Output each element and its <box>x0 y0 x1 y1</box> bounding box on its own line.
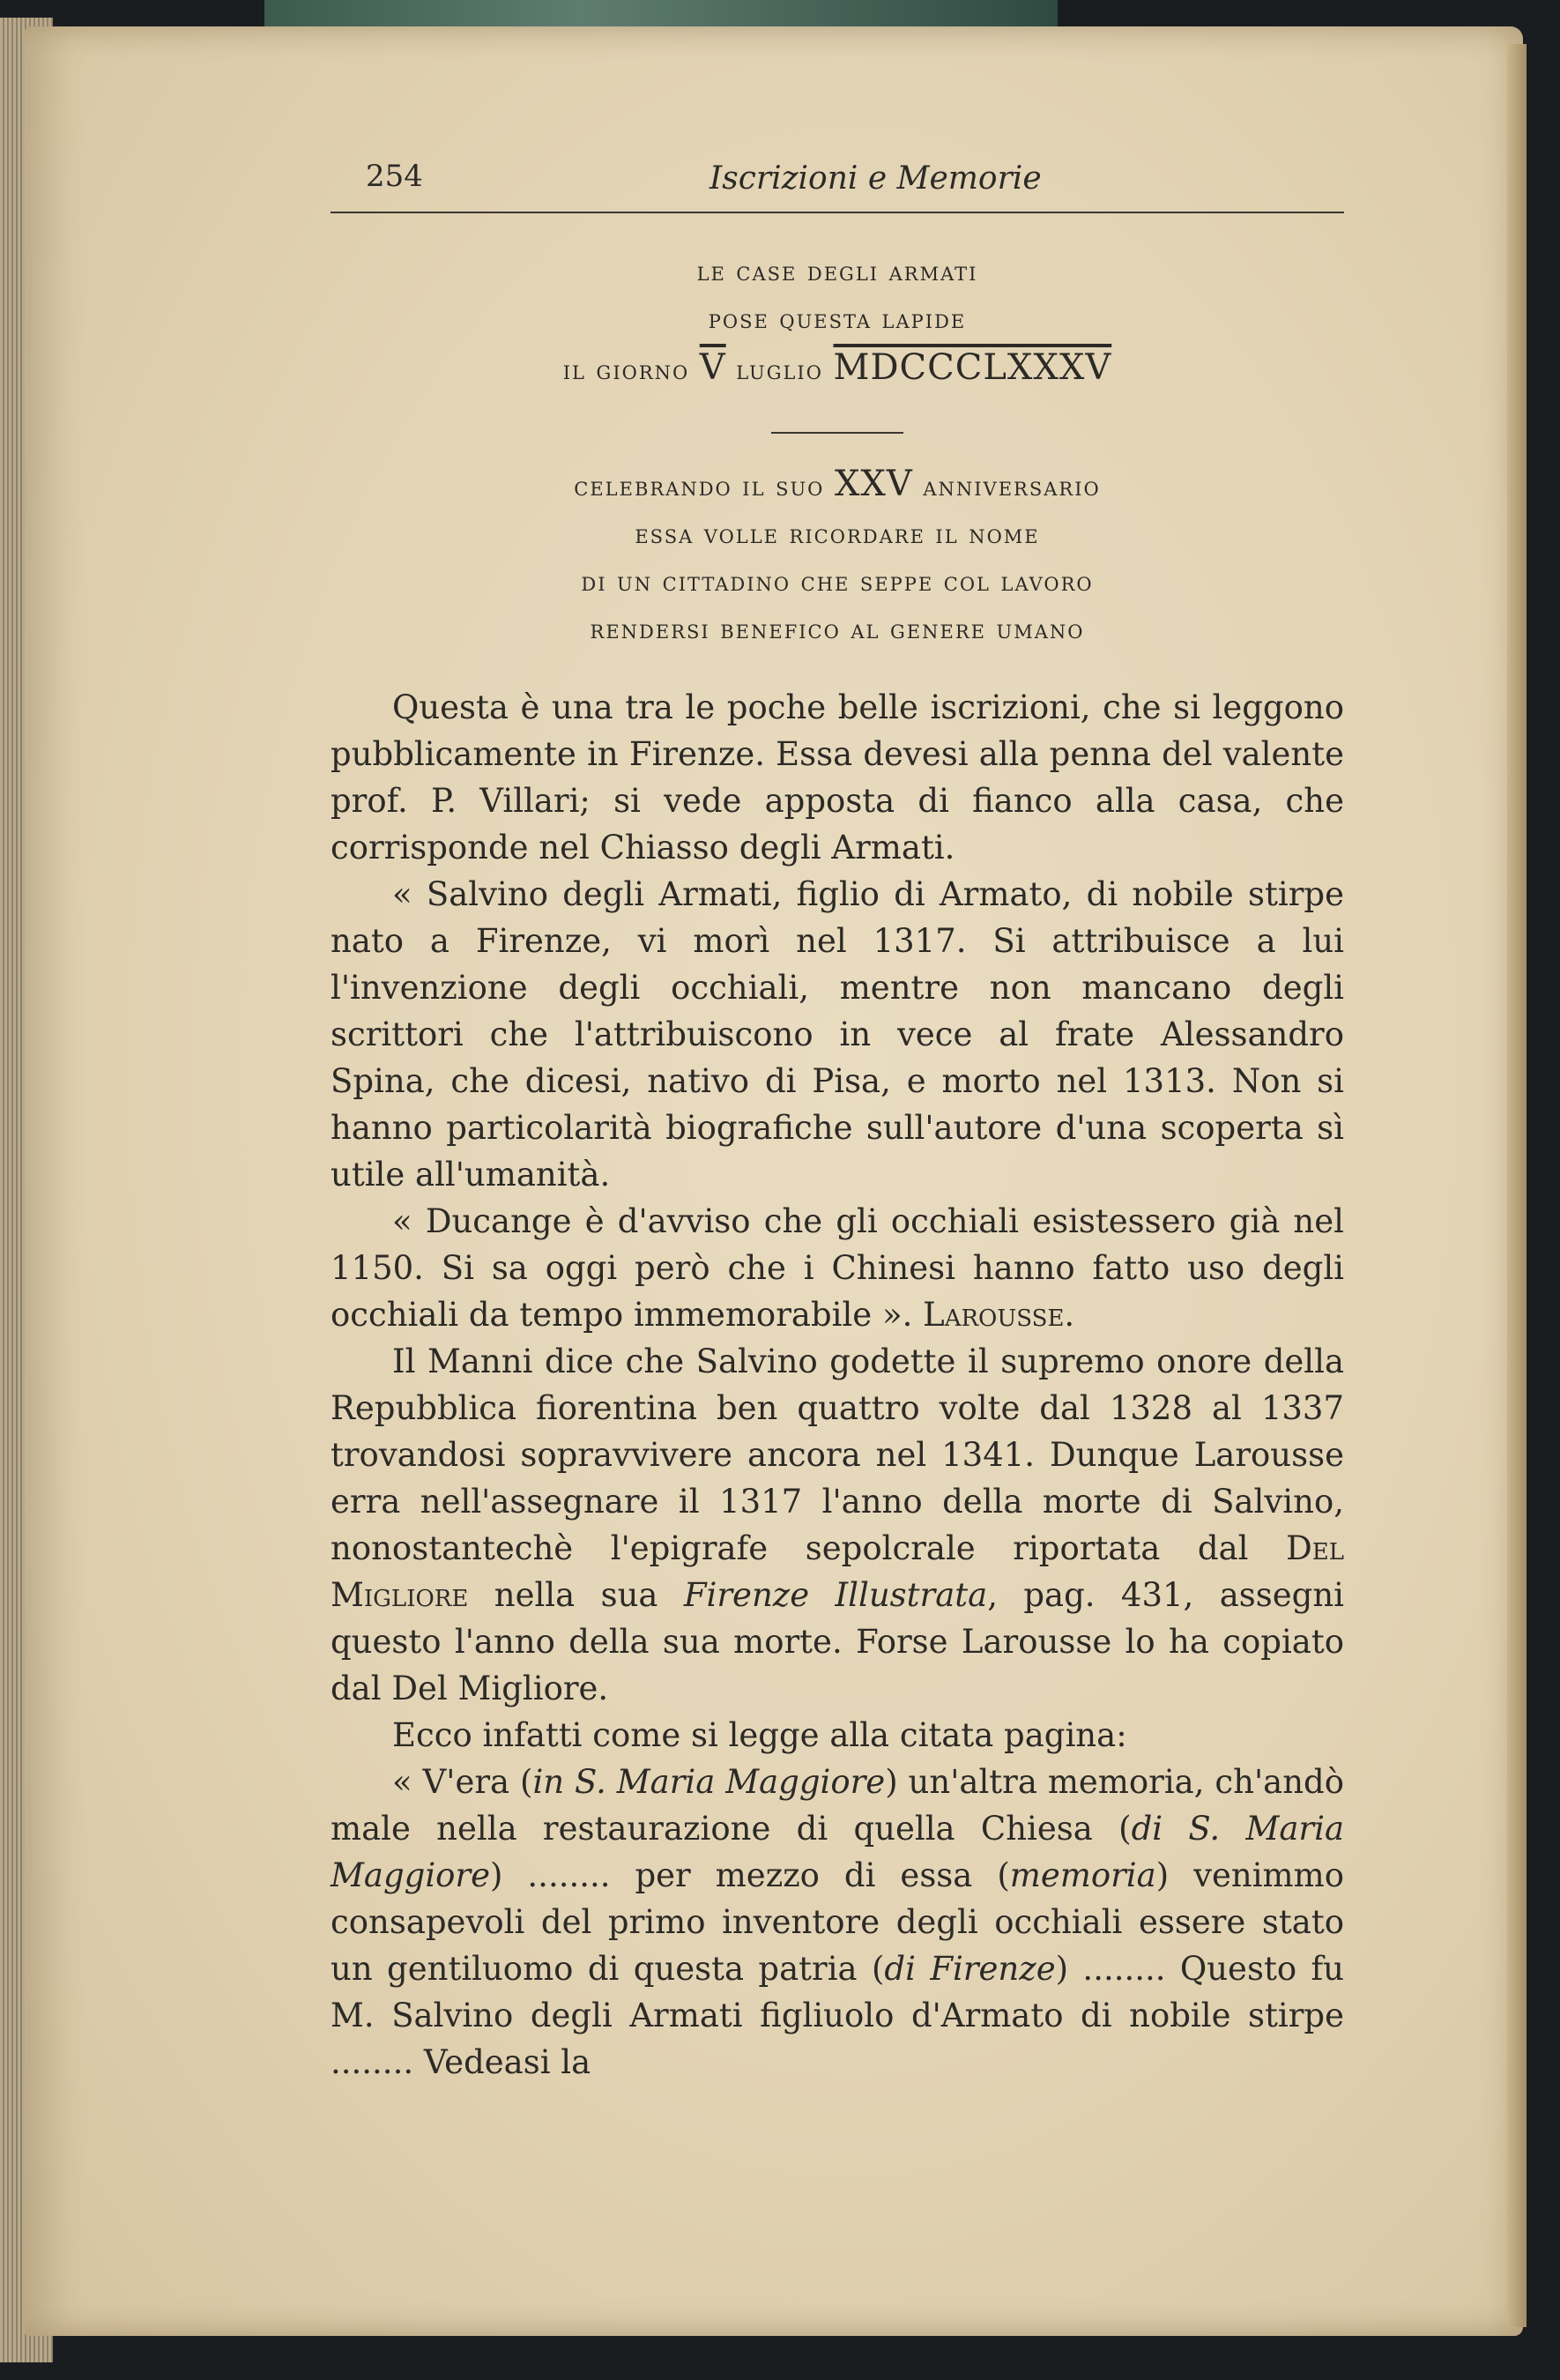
inscription-text: il giorno <box>562 355 700 386</box>
page-number: 254 <box>366 159 423 194</box>
paragraph: « Salvino degli Armati, figlio di Armato, di nobile stirpe nato a Firenze, vi morì nel 1317. Si attribuisce a lui l'invenzione degli occhiali, mentre non mancano degli scrittori che l'attribuiscono in vece al frate Alessandro Spina, che dicesi, nativo di Pisa, e morto nel 1313. Non si hanno particolarità biografiche sull'autore d'una scoperta sì utile all'umanità. <box>331 875 1344 1194</box>
inscription-line: essa volle ricordare il nome <box>635 519 1040 550</box>
paragraph <box>331 1338 1344 1712</box>
body-text <box>331 684 1344 2086</box>
inscription-text: luglio <box>725 355 834 386</box>
cover-edge <box>264 0 1058 26</box>
paragraph-text: ) venimmo consapevoli del primo inventore degli occhiali essere stato un gentiluomo di questa patria ( <box>331 1856 1344 1988</box>
inscription-text: celebrando il suo <box>574 472 835 502</box>
work-title: Firenze Illustrata <box>683 1576 988 1614</box>
page-text-area <box>331 159 1344 2086</box>
paragraph-text: « Ducange è d'avviso che gli occhiali esistessero già nel 1150. Si sa oggi però che i Chinesi hanno fatto uso degli occhiali da tempo immemorabile ». <box>331 1202 1344 1334</box>
inscription-text: anniversario <box>912 472 1101 502</box>
paragraph: Questa è una tra le poche belle iscrizioni, che si leggono pubblicamente in Firenze. Essa devesi alla penna del valente prof. P. Villari; si vede apposta di fianco alla casa, che corrisponde nel Chiasso degli Armati. <box>331 688 1344 866</box>
italic-gloss: di Firenze <box>884 1950 1056 1988</box>
inscription-line <box>331 344 1344 395</box>
inscription-line: di un cittadino che seppe col lavoro <box>581 567 1094 598</box>
inscription-line: le case degli armati <box>696 257 978 287</box>
paragraph-text: nella sua <box>468 1576 684 1614</box>
paragraph-text: ) ........ per mezzo di essa ( <box>490 1856 1010 1894</box>
inscription-line: rendersi benefico al genere umano <box>590 614 1085 645</box>
roman-number: XXV <box>834 464 913 504</box>
paragraph-text: ) ........ Questo fu M. Salvino degli Armati figliuolo d'Armato di nobile stirpe ........ Vedeasi la <box>331 1950 1344 2081</box>
italic-gloss: in S. Maria Maggiore <box>532 1763 886 1801</box>
inscription-block-1 <box>331 249 1344 395</box>
italic-gloss: memoria <box>1009 1856 1156 1894</box>
inscription-line <box>331 460 1344 511</box>
paragraph <box>331 1759 1344 2086</box>
author-name: Del Migliore <box>331 1529 1344 1614</box>
book-gutter <box>1507 44 1527 2327</box>
running-title: Iscrizioni e Memorie <box>709 160 1042 197</box>
roman-year: MDCCCLXXXV <box>833 347 1112 388</box>
separator-rule <box>771 432 903 434</box>
italic-gloss: di S. Maria Maggiore <box>331 1810 1344 1894</box>
paragraph-text: Il Manni dice che Salvino godette il supremo onore della Repubblica fiorentina ben quattro volte dal 1328 al 1337 trovandosi sopravvivere ancora nel 1341. Dunque Larousse erra nell'assegnare il 1317 l'anno della morte di Salvino, nonostantechè l'epigrafe sepolcrale riportata dal <box>331 1342 1344 1567</box>
paragraph: Ecco infatti come si legge alla citata pagina: <box>392 1716 1127 1754</box>
running-head <box>331 159 1344 213</box>
inscription-block-2 <box>331 460 1344 654</box>
paragraph-text: « V'era ( <box>392 1763 533 1801</box>
paragraph <box>331 1198 1344 1338</box>
source-citation: Larousse. <box>923 1296 1075 1334</box>
roman-day: $\overline{V}$ <box>699 347 726 388</box>
paragraph-text: , pag. 431, assegni questo l'anno della sua morte. Forse Larousse lo ha copiato dal Del Migliore. <box>331 1576 1344 1707</box>
inscription-line: pose questa lapide <box>708 304 967 335</box>
paragraph-text: ) un'altra memoria, ch'andò male nella restaurazione di quella Chiesa ( <box>331 1763 1344 1848</box>
